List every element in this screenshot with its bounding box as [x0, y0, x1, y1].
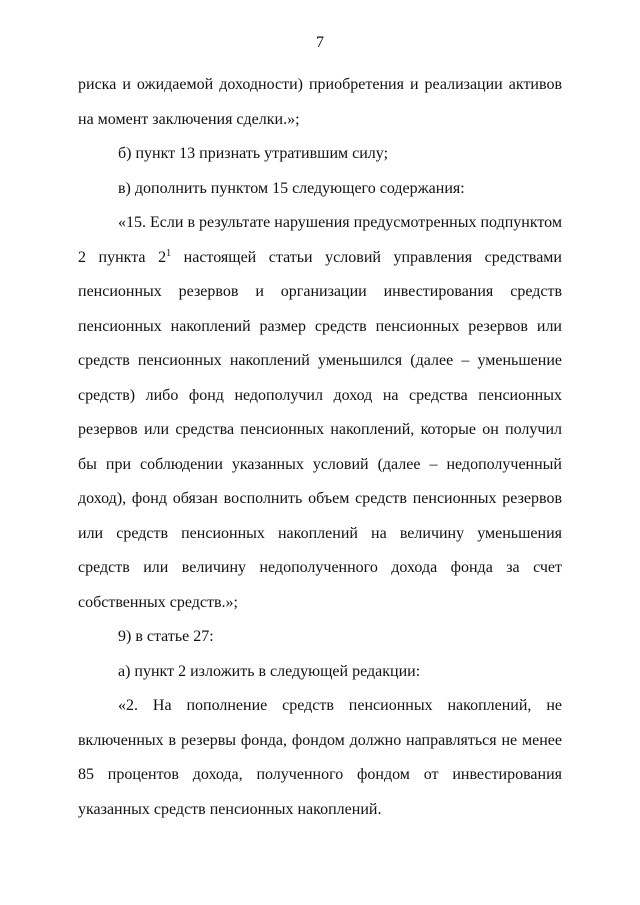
point-15-text-start: «15. Если в результате нарушения предусмотренных подпунктом 2 пункта 2	[78, 214, 562, 266]
paragraph-item-v: в) дополнить пунктом 15 следующего содержания:	[118, 179, 465, 197]
paragraph-quoted-point-15	[78, 206, 562, 620]
page-number: 7	[316, 34, 324, 51]
point-15-text-end: настоящей статьи условий управления средствами пенсионных резервов и организации инвестирования средств пенсионных накоплений размер средств пенсионных резервов или средств пенсионных накоплений уменьшился (далее – уменьшение средств) либо фонд недополучил доход на средства пенсионных резервов или средства пенсионных накоплений, которые он получил бы при соблюдении указанных условий (далее – недополученный доход), фонд обязан восполнить объем средств пенсионных резервов или средств пенсионных накоплений на величину уменьшения средств или величину недополученного дохода фонда за счет собственных средств.»;	[78, 248, 562, 611]
paragraph-item-b: б) пункт 13 признать утратившим силу;	[118, 145, 389, 162]
superscript-marker: 1	[166, 247, 172, 259]
paragraph-continuation: риска и ожидаемой доходности) приобретения и реализации активов на момент заключения сделки.»;	[78, 76, 562, 128]
paragraph-item-a: а) пункт 2 изложить в следующей редакции:	[118, 662, 421, 680]
document-body	[78, 68, 562, 827]
paragraph-item-9: 9) в статье 27:	[118, 628, 214, 645]
paragraph-quoted-point-2: «2. На пополнение средств пенсионных накоплений, не включенных в резервы фонда, фондом должно направляться не менее 85 процентов дохода, полученного фондом от инвестирования указанных средств пенсионных накоплений.	[78, 697, 562, 818]
